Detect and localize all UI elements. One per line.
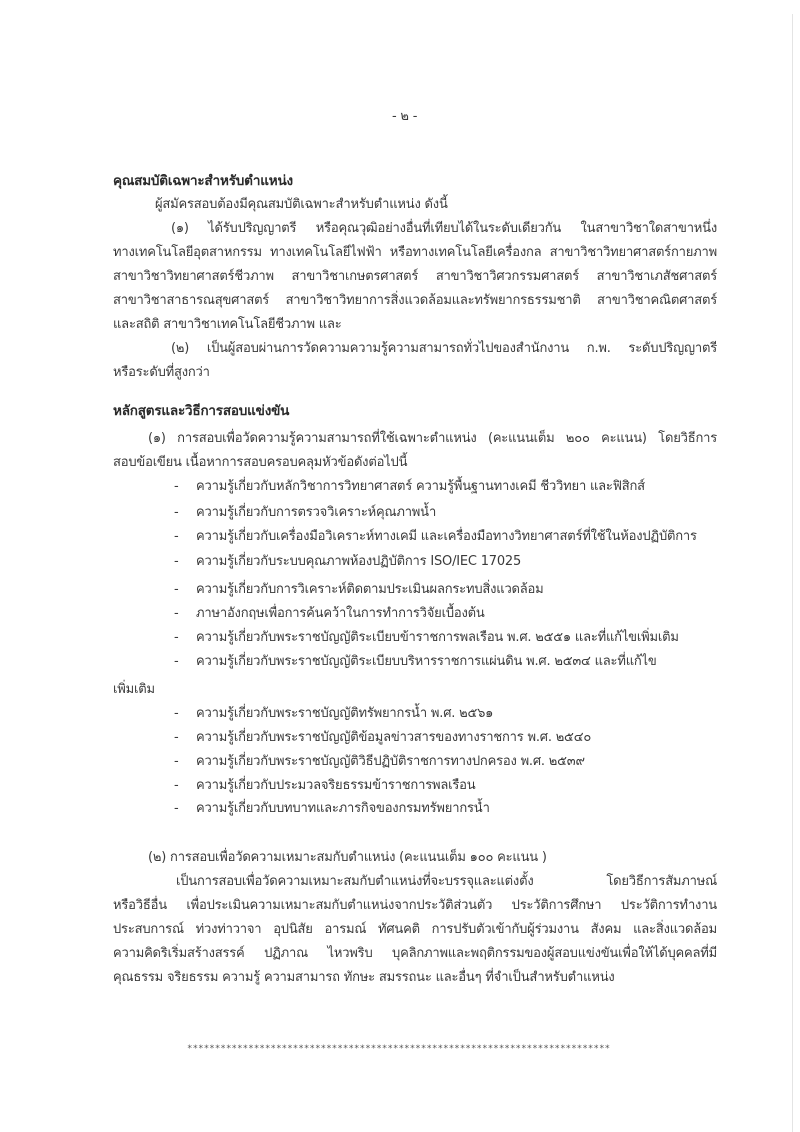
bullet-dash: - (174, 654, 179, 669)
qualification-1-line: ทางเทคโนโลยีอุตสาหกรรม ทางเทคโนโลยีไฟฟ้า หรือทางเทคโนโลยีเครื่องกล สาขาวิชาวิทยาศาสตร์กายภาพ (113, 245, 717, 260)
section-heading-qualifications: คุณสมบัติเฉพาะสำหรับตำแหน่ง (113, 173, 293, 189)
topic-text: ความรู้เกี่ยวกับพระราชบัญญัติระเบียบบริหารราชการแผ่นดิน พ.ศ. ๒๕๓๔ และที่แก้ไข (196, 654, 657, 669)
bullet-dash: - (174, 778, 179, 793)
topic-list-item (174, 705, 494, 723)
topic-list-item (174, 653, 657, 671)
qualification-1-line: และสถิติ สาขาวิชาเทคโนโลยีชีวภาพ และ (113, 317, 342, 332)
topic-text: ความรู้เกี่ยวกับประมวลจริยธรรมข้าราชการพลเรือน (196, 778, 476, 793)
bullet-dash: - (174, 730, 179, 745)
part-2-line: ประสบการณ์ ท่วงท่าวาจา อุปนิสัย อารมณ์ ทัศนคติ การปรับตัวเข้ากับผู้ร่วมงาน สังคม และสิ่งแวดล้อม (113, 922, 717, 937)
scan-edge-line (792, 14, 793, 1132)
qualification-1-line: สาขาวิชาสาธารณสุขศาสตร์ สาขาวิชาวิทยาการสิ่งแวดล้อมและทรัพยากรธรรมชาติ สาขาวิชาคณิตศาสตร์ (113, 293, 717, 308)
bullet-dash: - (174, 529, 179, 544)
topic-list-item (174, 777, 476, 795)
topic-text: ความรู้เกี่ยวกับพระราชบัญญัติวิธีปฏิบัติราชการทางปกครอง พ.ศ. ๒๕๓๙ (196, 754, 585, 769)
bullet-dash: - (174, 754, 179, 769)
qualification-2-line: หรือระดับที่สูงกว่า (113, 365, 210, 380)
bullet-dash: - (174, 630, 179, 645)
topic-text: ความรู้เกี่ยวกับการวิเคราะห์ติดตามประเมินผลกระทบสิ่งแวดล้อม (196, 582, 544, 597)
topic-list-item (174, 504, 437, 522)
bullet-dash: - (174, 554, 179, 569)
topic-text: ความรู้เกี่ยวกับบทบาทและภารกิจของกรมทรัพยากรน้ำ (196, 801, 490, 816)
topic-list-item (174, 528, 697, 546)
bullet-dash: - (174, 706, 179, 721)
section-heading-curriculum: หลักสูตรและวิธีการสอบแข่งขัน (113, 403, 290, 419)
end-of-document-marker: **************************************************************************** (187, 1044, 611, 1054)
qualification-1-line: (๑) ได้รับปริญญาตรี หรือคุณวุฒิอย่างอื่นที่เทียบได้ในระดับเดียวกัน ในสาขาวิชาใดสาขาหนึ่ง (171, 221, 717, 236)
topic-text: ความรู้เกี่ยวกับหลักวิชาการวิทยาศาสตร์ ความรู้พื้นฐานทางเคมี ชีววิทยา และฟิสิกส์ (196, 479, 645, 494)
part-2-line: คุณธรรม จริยธรรม ความรู้ ความสามารถ ทักษะ สมรรถนะ และอื่นๆ ที่จำเป็นสำหรับตำแหน่ง (113, 970, 615, 985)
topic-text: ความรู้เกี่ยวกับพระราชบัญญัติทรัพยากรน้ำ พ.ศ. ๒๕๖๑ (196, 706, 494, 721)
part-2-line: เป็นการสอบเพื่อวัดความเหมาะสมกับตำแหน่งที่จะบรรจุและแต่งตั้ง โดยวิธีการสัมภาษณ์ (176, 874, 717, 889)
topic-list-item (174, 581, 544, 599)
topic-list-item (174, 729, 592, 747)
part-1-line: (๑) การสอบเพื่อวัดความรู้ความสามารถที่ใช้เฉพาะตำแหน่ง (คะแนนเต็ม ๒๐๐ คะแนน) โดยวิธีการ (148, 431, 717, 446)
topic-list-item (174, 629, 679, 647)
topic-text: ความรู้เกี่ยวกับพระราชบัญญัติข้อมูลข่าวสารของทางราชการ พ.ศ. ๒๕๔๐ (196, 730, 592, 745)
part-2-line: ความคิดริเริ่มสร้างสรรค์ ปฏิภาณ ไหวพริบ บุคลิกภาพและพฤติกรรมของผู้สอบแข่งขันเพื่อให้ได้บุคคลที่มี (113, 946, 717, 961)
bullet-dash: - (174, 505, 179, 520)
bullet-dash: - (174, 582, 179, 597)
part-2-line: หรือวิธีอื่น เพื่อประเมินความเหมาะสมกับตำแหน่งจากประวัติส่วนตัว ประวัติการศึกษา ประวัติการทำงาน (113, 898, 717, 913)
topic-text: ภาษาอังกฤษเพื่อการค้นคว้าในการทำการวิจัยเบื้องต้น (196, 606, 485, 621)
topic-text: ความรู้เกี่ยวกับเครื่องมือวิเคราะห์ทางเคมี และเครื่องมือทางวิทยาศาสตร์ที่ใช้ในห้องปฏิบัติการ (196, 529, 697, 544)
topic-list-item (174, 800, 490, 818)
topic-list-item (174, 478, 645, 496)
qualification-1-line: สาขาวิชาวิทยาศาสตร์ชีวภาพ สาขาวิชาเกษตรศาสตร์ สาขาวิชาวิศวกรรมศาสตร์ สาขาวิชาเภสัชศาสตร์ (113, 269, 717, 284)
qualifications-intro: ผู้สมัครสอบต้องมีคุณสมบัติเฉพาะสำหรับตำแหน่ง ดังนี้ (155, 197, 448, 212)
topic-list-item (174, 553, 522, 571)
topic-list-item (174, 605, 485, 623)
bullet-dash: - (174, 801, 179, 816)
part-1-line: สอบข้อเขียน เนื้อหาการสอบครอบคลุมหัวข้อดังต่อไปนี้ (113, 455, 408, 470)
topic-text: ความรู้เกี่ยวกับพระราชบัญญัติระเบียบข้าราชการพลเรือน พ.ศ. ๒๕๕๑ และที่แก้ไขเพิ่มเติม (196, 630, 679, 645)
part-2-heading: (๒) การสอบเพื่อวัดความเหมาะสมกับตำแหน่ง (คะแนนเต็ม ๑๐๐ คะแนน ) (148, 850, 547, 865)
topic-list-item (174, 753, 585, 771)
topic-wrap-continuation: เพิ่มเติม (113, 682, 155, 697)
topic-text: ความรู้เกี่ยวกับการตรวจวิเคราะห์คุณภาพน้ำ (196, 505, 437, 520)
page-number: - ๒ - (392, 109, 418, 124)
topic-text: ความรู้เกี่ยวกับระบบคุณภาพห้องปฏิบัติการ ISO/IEC 17025 (196, 554, 522, 569)
bullet-dash: - (174, 606, 179, 621)
bullet-dash: - (174, 479, 179, 494)
qualification-2-line: (๒) เป็นผู้สอบผ่านการวัดความความรู้ความสามารถทั่วไปของสำนักงาน ก.พ. ระดับปริญญาตรี (171, 341, 717, 356)
